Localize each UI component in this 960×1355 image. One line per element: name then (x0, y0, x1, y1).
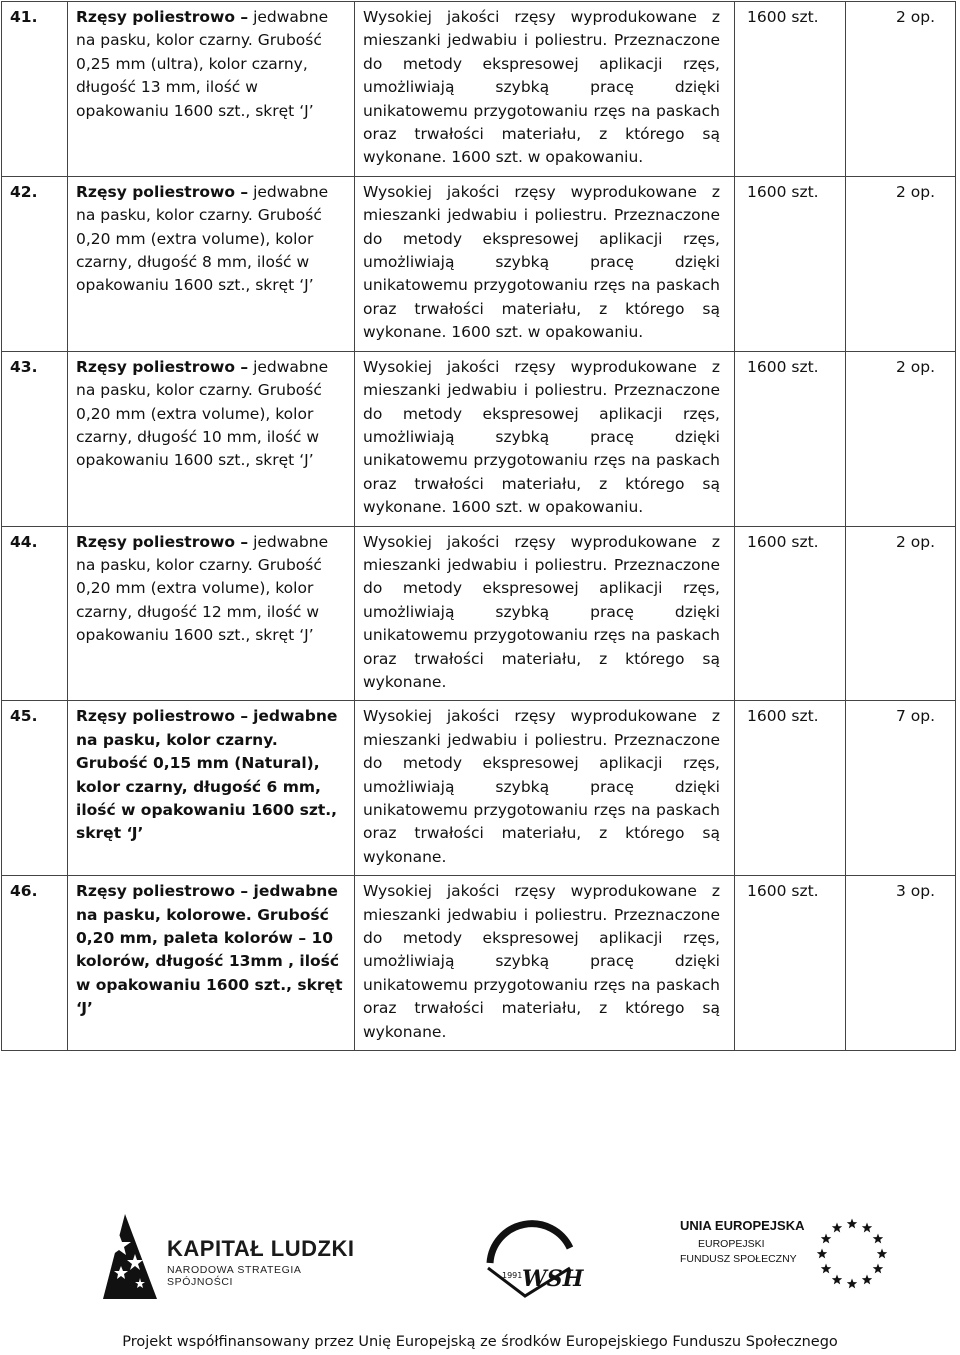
unit-size: 1600 szt. (735, 701, 846, 876)
quantity: 2 op. (846, 526, 956, 701)
product-description: Wysokiej jakości rzęsy wyprodukowane z mieszanki jedwabiu i poliestru. Przeznaczone do metody ekspresowej aplikacji rzęs, umożliwiają szybką pracę dzięki unikatowemu przygotowaniu rzęs na paskach oraz trwałości materiału, z którego są wykonane. (355, 701, 735, 876)
unit-size: 1600 szt. (735, 876, 846, 1051)
table-row (2, 2, 956, 177)
quantity: 2 op. (846, 2, 956, 177)
wsh-year: 1991 (502, 1271, 523, 1280)
product-name-title: Rzęsy poliestrowo – (76, 707, 249, 726)
product-name (68, 351, 355, 526)
product-name-title: Rzęsy poliestrowo – (76, 182, 249, 201)
unit-size: 1600 szt. (735, 176, 846, 351)
wsh-text: WSH (522, 1266, 584, 1292)
eu-star-icon (821, 1264, 832, 1274)
product-description: Wysokiej jakości rzęsy wyprodukowane z mieszanki jedwabiu i poliestru. Przeznaczone do metody ekspresowej aplikacji rzęs, umożliwiają szybką pracę dzięki unikatowemu przygotowaniu rzęs na paskach oraz trwałości materiału, z którego są wykonane. (355, 876, 735, 1051)
eu-stars-flag-icon (810, 1212, 900, 1302)
table-row (2, 526, 956, 701)
row-number: 43. (2, 351, 68, 526)
unit-size: 1600 szt. (735, 526, 846, 701)
product-description: Wysokiej jakości rzęsy wyprodukowane z mieszanki jedwabiu i poliestru. Przeznaczone do metody ekspresowej aplikacji rzęs, umożliwiają szybką pracę dzięki unikatowemu przygotowaniu rzęs na paskach oraz trwałości materiału, z którego są wykonane. (355, 526, 735, 701)
kapital-ludzki-subtitle: NARODOWA STRATEGIA SPÓJNOŚCI (167, 1264, 301, 1288)
product-description: Wysokiej jakości rzęsy wyprodukowane z mieszanki jedwabiu i poliestru. Przeznaczone do metody ekspresowej aplikacji rzęs, umożliwiają szybką pracę dzięki unikatowemu przygotowaniu rzęs na paskach oraz trwałości materiału, z którego są wykonane. 1600 szt. w opakowaniu. (355, 176, 735, 351)
row-number: 41. (2, 2, 68, 177)
product-description: Wysokiej jakości rzęsy wyprodukowane z mieszanki jedwabiu i poliestru. Przeznaczone do metody ekspresowej aplikacji rzęs, umożliwiają szybką pracę dzięki unikatowemu przygotowaniu rzęs na paskach oraz trwałości materiału, z którego są wykonane. 1600 szt. w opakowaniu. (355, 2, 735, 177)
product-description: Wysokiej jakości rzęsy wyprodukowane z mieszanki jedwabiu i poliestru. Przeznaczone do metody ekspresowej aplikacji rzęs, umożliwiają szybką pracę dzięki unikatowemu przygotowaniu rzęs na paskach oraz trwałości materiału, z którego są wykonane. 1600 szt. w opakowaniu. (355, 351, 735, 526)
product-name (68, 176, 355, 351)
table-row (2, 701, 956, 876)
product-name-details: na pasku, kolorowe. Grubość 0,20 mm, paleta kolorów – 10 kolorów, długość 13mm , ilość w opakowaniu 1600 szt., skręt ‘J’ (76, 905, 343, 1018)
footer-logos (0, 1190, 960, 1320)
eu-star-icon (832, 1223, 842, 1233)
ue-subtitle-1: EUROPEJSKI (698, 1238, 765, 1250)
eu-star-icon (862, 1223, 872, 1233)
eu-star-icon (817, 1249, 827, 1259)
product-name (68, 2, 355, 177)
eu-star-icon (873, 1264, 884, 1274)
eu-star-icon (832, 1275, 842, 1285)
eu-star-icon (877, 1249, 887, 1259)
quantity: 2 op. (846, 176, 956, 351)
product-name-title: Rzęsy poliestrowo – (76, 357, 249, 376)
product-name (68, 526, 355, 701)
product-name (68, 701, 355, 876)
product-name-details: jedwabne na pasku, kolor czarny. Grubość 0,20 mm (extra volume), kolor czarny, długość 10 mm, ilość w opakowaniu 1600 szt., skręt ‘J’ (76, 357, 329, 470)
ue-subtitle-2: FUNDUSZ SPOŁECZNY (680, 1253, 797, 1265)
kapital-ludzki-title: KAPITAŁ LUDZKI (167, 1236, 355, 1261)
wsh-logo (470, 1208, 590, 1303)
product-name-details: jedwabne na pasku, kolor czarny. Grubość 0,20 mm (extra volume), kolor czarny, długość 12 mm, ilość w opakowaniu 1600 szt., skręt ‘J’ (76, 532, 329, 645)
table-row (2, 176, 956, 351)
product-name-title: Rzęsy poliestrowo – jedwabne (76, 882, 338, 901)
products-table (1, 1, 956, 1051)
kapital-ludzki-emblem-icon (95, 1204, 165, 1304)
unia-europejska-logo (680, 1212, 900, 1302)
unit-size: 1600 szt. (735, 351, 846, 526)
product-name-title: Rzęsy poliestrowo – (76, 8, 249, 26)
product-name-title: Rzęsy poliestrowo – (76, 532, 249, 551)
quantity: 3 op. (846, 876, 956, 1051)
row-number: 45. (2, 701, 68, 876)
quantity: 2 op. (846, 351, 956, 526)
unit-size: 1600 szt. (735, 2, 846, 177)
footer-text: Projekt współfinansowany przez Unię Europejską ze środków Europejskiego Funduszu Społecznego (122, 1334, 838, 1350)
table-row (2, 351, 956, 526)
row-number: 42. (2, 176, 68, 351)
eu-star-icon (847, 1279, 857, 1289)
row-number: 46. (2, 876, 68, 1051)
quantity: 7 op. (846, 701, 956, 876)
product-name-details: jedwabne na pasku, kolor czarny. Grubość 0,20 mm (extra volume), kolor czarny, długość 8 mm, ilość w opakowaniu 1600 szt., skręt ‘J’ (76, 182, 329, 295)
ue-title: UNIA EUROPEJSKA (680, 1218, 805, 1233)
product-name-details: jedwabne na pasku, kolor czarny. Grubość 0,25 mm (ultra), kolor czarny, długość 13 mm, ilość w opakowaniu 1600 szt., skręt ‘J’ (76, 8, 329, 120)
eu-star-icon (862, 1275, 872, 1285)
wsh-emblem-icon (470, 1208, 590, 1303)
row-number: 44. (2, 526, 68, 701)
eu-star-icon (873, 1234, 884, 1244)
product-name-details: jedwabne na pasku, kolor czarny. Grubość 0,15 mm (Natural), kolor czarny, długość 6 mm, ilość w opakowaniu 1600 szt., skręt ‘J’ (76, 707, 338, 843)
kapital-ludzki-logo (95, 1204, 360, 1304)
product-name (68, 876, 355, 1051)
eu-star-icon (847, 1219, 857, 1229)
table-row (2, 876, 956, 1051)
eu-star-icon (821, 1234, 832, 1244)
